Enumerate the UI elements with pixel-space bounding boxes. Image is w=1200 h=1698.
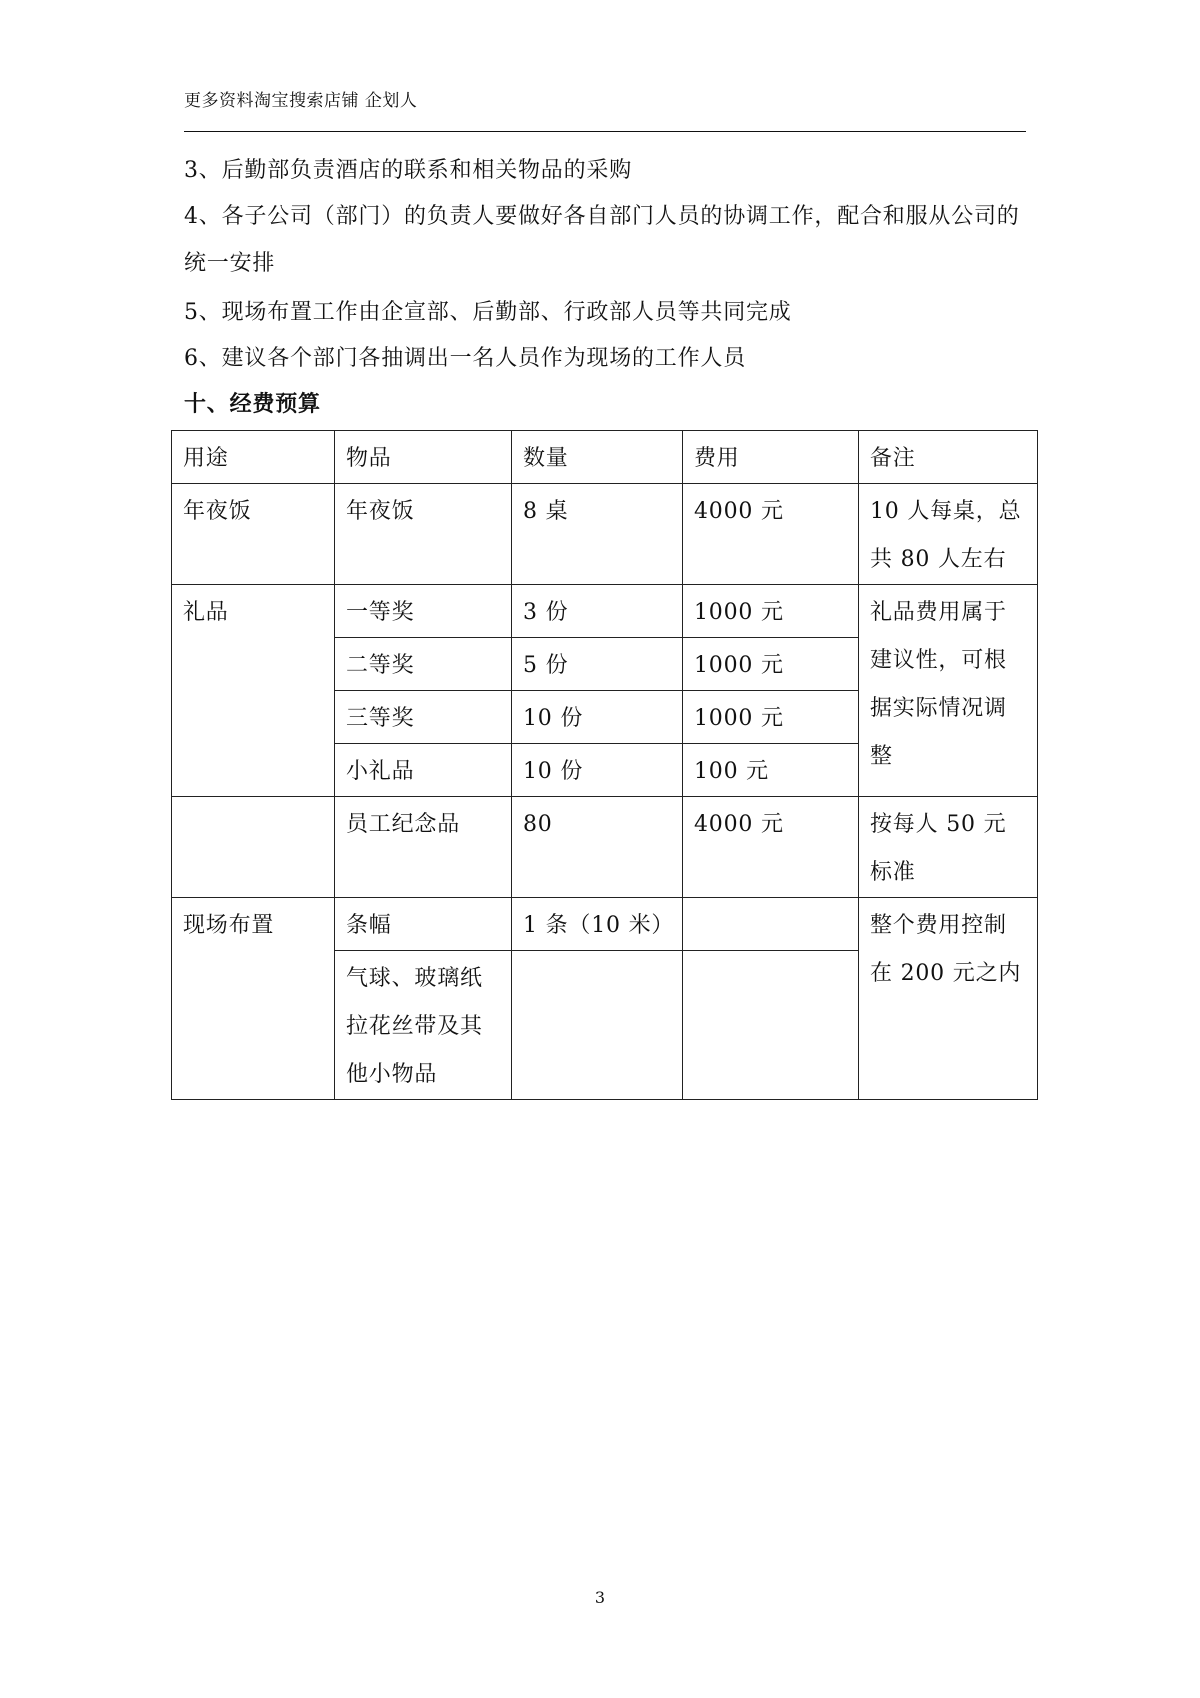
section-heading: 十、经费预算 (184, 392, 321, 417)
cell-gift1-qty: 3 份 (512, 585, 683, 638)
cell-souvenir-item: 员工纪念品 (335, 797, 512, 898)
table-header-row (172, 431, 1038, 484)
cell-deco-use: 现场布置 (172, 898, 335, 1100)
cell-souvenir-cost: 4000 元 (683, 797, 859, 898)
cell-souvenir-qty: 80 (512, 797, 683, 898)
table-row (172, 898, 1038, 951)
cell-gift2-qty: 5 份 (512, 638, 683, 691)
cell-balloon-qty (512, 951, 683, 1100)
cell-gift4-item: 小礼品 (335, 744, 512, 797)
cell-gift1-item: 一等奖 (335, 585, 512, 638)
page-header: 更多资料淘宝搜索店铺 企划人 (184, 91, 418, 111)
header-cell-note: 备注 (859, 431, 1038, 484)
cell-gift3-cost: 1000 元 (683, 691, 859, 744)
cell-dinner-use: 年夜饭 (172, 484, 335, 585)
cell-deco-note: 整个费用控制在 200 元之内 (859, 898, 1038, 1100)
cell-banner-item: 条幅 (335, 898, 512, 951)
cell-gift3-item: 三等奖 (335, 691, 512, 744)
budget-table (171, 430, 1038, 1100)
cell-balloon-item: 气球、玻璃纸拉花丝带及其他小物品 (335, 951, 512, 1100)
cell-gift-note: 礼品费用属于建议性，可根据实际情况调整 (859, 585, 1038, 797)
table-row (172, 484, 1038, 585)
table-row (172, 585, 1038, 638)
cell-dinner-qty: 8 桌 (512, 484, 683, 585)
cell-gift2-cost: 1000 元 (683, 638, 859, 691)
paragraph-5: 5、现场布置工作由企宣部、后勤部、行政部人员等共同完成 (184, 300, 792, 325)
cell-dinner-note: 10 人每桌，总共 80 人左右 (859, 484, 1038, 585)
cell-gift4-qty: 10 份 (512, 744, 683, 797)
header-divider (184, 131, 1026, 132)
cell-dinner-item: 年夜饭 (335, 484, 512, 585)
cell-souvenir-use (172, 797, 335, 898)
paragraph-4: 4、各子公司（部门）的负责人要做好各自部门人员的协调工作，配合和服从公司的统一安排 (184, 204, 1020, 276)
header-cell-use: 用途 (172, 431, 335, 484)
cell-gift4-cost: 100 元 (683, 744, 859, 797)
cell-gift-use: 礼品 (172, 585, 335, 797)
cell-gift1-cost: 1000 元 (683, 585, 859, 638)
cell-gift2-item: 二等奖 (335, 638, 512, 691)
paragraph-6: 6、建议各个部门各抽调出一名人员作为现场的工作人员 (184, 346, 746, 371)
page-number: 3 (594, 1588, 606, 1607)
cell-gift3-qty: 10 份 (512, 691, 683, 744)
header-cell-quantity: 数量 (512, 431, 683, 484)
header-cell-cost: 费用 (683, 431, 859, 484)
table-row (172, 797, 1038, 898)
cell-banner-qty: 1 条（10 米） (512, 898, 683, 951)
header-cell-item: 物品 (335, 431, 512, 484)
cell-souvenir-note: 按每人 50 元标准 (859, 797, 1038, 898)
cell-balloon-cost (683, 951, 859, 1100)
paragraph-3: 3、后勤部负责酒店的联系和相关物品的采购 (184, 158, 632, 183)
cell-dinner-cost: 4000 元 (683, 484, 859, 585)
cell-banner-cost (683, 898, 859, 951)
